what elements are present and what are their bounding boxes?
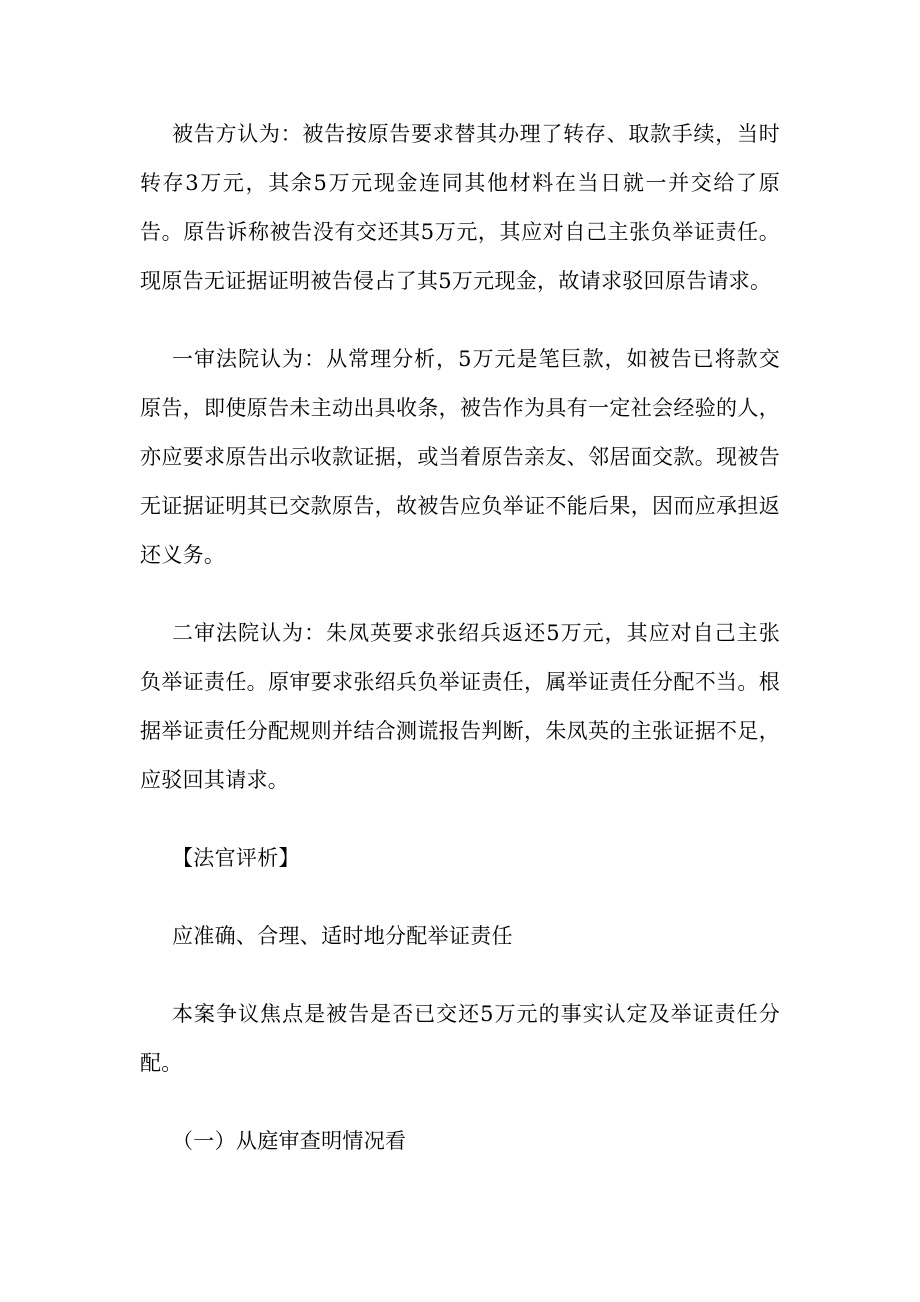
defendant-argument-paragraph: 被告方认为：被告按原告要求替其办理了转存、取款手续，当时转存3万元，其余5万元现金连同其他材料在当日就一并交给了原告。原告诉称被告没有交还其5万元，其应对自己主张负举证责任。现原告无证据证明被告侵占了其5万元现金，故请求驳回原告请求。 [140, 122, 780, 293]
section-one-heading: （一）从庭审查明情况看 [172, 1129, 407, 1153]
document-body [140, 110, 780, 1166]
analysis-subtitle: 应准确、合理、适时地分配举证责任 [172, 924, 513, 948]
dispute-focus-paragraph: 本案争议焦点是被告是否已交还5万元的事实认定及举证责任分配。 [140, 1002, 780, 1075]
second-instance-ruling-paragraph: 二审法院认为：朱凤英要求张绍兵返还5万元，其应对自己主张负举证责任。原审要求张绍兵负举证责任，属举证责任分配不当。根据举证责任分配规则并结合测谎报告判断，朱凤英的主张证据不足，应驳回其请求。 [140, 621, 780, 792]
first-instance-ruling-paragraph: 一审法院认为：从常理分析，5万元是笔巨款，如被告已将款交原告，即使原告未主动出具收条，被告作为具有一定社会经验的人，亦应要求原告出示收款证据，或当着原告亲友、邻居面交款。现被告无证据证明其已交款原告，故被告应负举证不能后果，因而应承担返还义务。 [140, 347, 780, 567]
judge-analysis-heading: 【法官评析】 [172, 846, 300, 870]
